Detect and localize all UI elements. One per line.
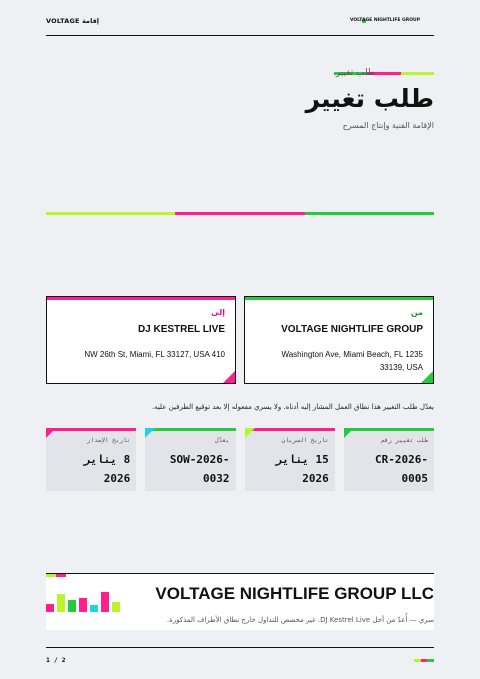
footer-company-name: VOLTAGE NIGHTLIFE GROUP LLC xyxy=(155,584,434,603)
card-accent-bar xyxy=(145,428,235,431)
change-order-note: يعدّل طلب التغيير هذا نطاق العمل المشار إليه أدناه. ولا يسري مفعوله إلا بعد توقيع الطرفين عليه. xyxy=(151,403,434,411)
card-accent-bar xyxy=(245,428,335,431)
card-label: طلب تغيير رقم xyxy=(381,437,428,444)
corner-triangle-icon xyxy=(223,371,235,383)
page-subtitle: الإقامة الفنية وإنتاج المسرح xyxy=(342,121,434,130)
brand-label: VOLTAGE إقامة xyxy=(46,17,100,25)
from-party-address: Washington Ave, Miami Beach, FL 1235 33139, USA xyxy=(281,350,423,372)
corner-triangle-icon xyxy=(145,428,155,438)
document-kicker: طلب تغيير xyxy=(335,68,375,78)
from-party-card xyxy=(244,296,434,384)
corner-triangle-icon xyxy=(421,371,433,383)
page-footer xyxy=(46,647,434,667)
card-label: تاريخ الإصدار xyxy=(86,437,131,444)
page-title: طلب تغيير xyxy=(305,84,434,113)
card-label: تاريخ السريان xyxy=(281,437,329,444)
from-role-label: من xyxy=(410,308,423,317)
info-card-amends xyxy=(145,428,235,491)
to-role-label: إلى xyxy=(211,308,225,317)
corner-triangle-icon xyxy=(46,428,56,438)
card-accent-bar xyxy=(47,297,235,300)
info-card-issue-date xyxy=(46,428,136,491)
to-party-card xyxy=(46,296,236,384)
card-accent-bar xyxy=(245,297,433,300)
card-accent-bar xyxy=(46,428,136,431)
card-value: CR-2026-0005 xyxy=(375,453,428,485)
page-number: 1 / 2 xyxy=(46,656,66,664)
footer-brand-box xyxy=(46,573,434,630)
info-card-effective-date xyxy=(245,428,335,491)
to-party-address: NW 26th St, Miami, FL 33127, USA 410 xyxy=(84,350,225,359)
corner-triangle-icon xyxy=(344,428,354,438)
card-value: 15 يناير 2026 xyxy=(275,453,329,485)
footer-disclaimer: سري — أُعدّ من أجل DJ Kestrel Live. غير مخصص للتداول خارج نطاق الأطراف المذكورة. xyxy=(166,616,434,624)
card-value: SOW-2026-0032 xyxy=(169,453,230,485)
footer-tick-strip xyxy=(46,574,66,577)
group-label: VOLTAGE NIGHTLIFE GROUP xyxy=(349,18,420,23)
corner-triangle-icon xyxy=(245,428,255,438)
info-card-change-number xyxy=(344,428,434,491)
equalizer-bars-icon xyxy=(46,590,126,612)
card-accent-bar xyxy=(344,428,434,431)
card-label: يعدّل xyxy=(215,437,230,444)
section-divider xyxy=(46,212,434,215)
card-value: 8 يناير 2026 xyxy=(83,453,131,485)
to-party-name: DJ KESTREL LIVE xyxy=(137,324,225,335)
from-party-name: VOLTAGE NIGHTLIFE GROUP xyxy=(281,324,423,335)
info-cards xyxy=(46,428,434,491)
footer-mini-strip xyxy=(414,659,434,662)
top-header-bar xyxy=(46,14,434,36)
